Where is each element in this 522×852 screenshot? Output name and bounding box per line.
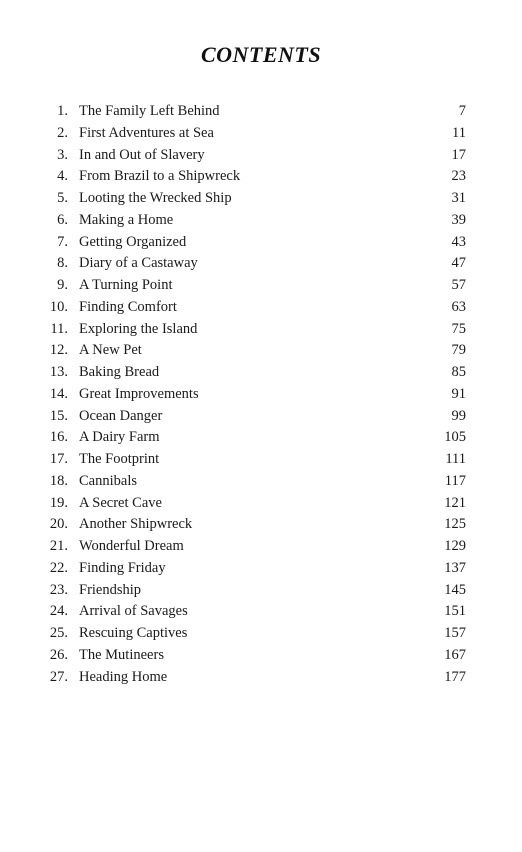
toc-entry — [42, 406, 466, 428]
chapter-title: A New Pet — [79, 342, 142, 359]
chapter-page-number: 157 — [444, 625, 466, 641]
toc-entry — [42, 471, 466, 493]
toc-entry — [42, 362, 466, 384]
chapter-page-number: 23 — [451, 168, 466, 185]
chapter-number: 1. — [57, 103, 68, 119]
toc-entry — [42, 319, 466, 341]
toc-entry — [42, 493, 466, 515]
toc-entry — [42, 536, 466, 558]
chapter-title: Baking Bread — [79, 364, 160, 380]
chapter-title: A Turning Point — [79, 277, 173, 293]
chapter-title: The Footprint — [79, 451, 160, 467]
chapter-number: 12. — [49, 342, 68, 359]
toc-entry — [42, 384, 466, 406]
chapter-page-number: 91 — [451, 385, 466, 402]
toc-entry — [42, 210, 466, 232]
chapter-title: The Mutineers — [79, 646, 164, 663]
chapter-title: Friendship — [79, 581, 142, 598]
chapter-number: 9. — [57, 277, 68, 293]
chapter-number: 6. — [57, 211, 68, 228]
chapter-title: Great Improvements — [79, 385, 199, 402]
chapter-page-number: 151 — [444, 603, 466, 620]
chapter-page-number: 31 — [451, 190, 466, 206]
chapter-page-number: 111 — [445, 451, 466, 467]
chapter-title: Finding Comfort — [79, 298, 177, 315]
chapter-title: Ocean Danger — [79, 407, 163, 424]
chapter-page-number: 7 — [458, 103, 466, 119]
toc-entry — [42, 580, 466, 602]
chapter-number: 11. — [50, 320, 68, 337]
toc-entry — [42, 645, 466, 667]
chapter-page-number: 145 — [444, 581, 466, 598]
chapter-title: A Secret Cave — [79, 494, 162, 511]
toc-entry — [42, 253, 466, 275]
chapter-page-number: 17 — [451, 146, 466, 163]
chapter-title: Getting Organized — [79, 233, 187, 250]
chapter-number: 17. — [49, 451, 68, 467]
chapter-page-number: 43 — [451, 233, 466, 250]
chapter-number: 19. — [49, 494, 68, 511]
toc-entry — [42, 297, 466, 319]
chapter-page-number: 117 — [444, 472, 466, 489]
chapter-page-number: 47 — [451, 255, 466, 272]
page-title: CONTENTS — [200, 42, 322, 67]
chapter-page-number: 177 — [444, 668, 466, 685]
chapter-page-number: 75 — [451, 320, 466, 337]
chapter-title: From Brazil to a Shipwreck — [79, 168, 241, 185]
chapter-number: 5. — [57, 190, 68, 206]
chapter-number: 25. — [49, 625, 68, 641]
chapter-page-number: 167 — [444, 646, 466, 663]
chapter-number: 20. — [49, 516, 68, 533]
toc-entry — [42, 145, 466, 167]
chapter-title: Looting the Wrecked Ship — [79, 190, 232, 206]
chapter-number: 3. — [57, 146, 68, 163]
chapter-page-number: 39 — [451, 211, 466, 228]
chapter-number: 4. — [57, 168, 68, 185]
chapter-page-number: 137 — [444, 559, 466, 576]
toc-entry — [42, 166, 466, 188]
toc-entry — [42, 340, 466, 362]
table-of-contents — [42, 101, 466, 688]
toc-entry — [42, 601, 466, 623]
toc-entry — [42, 232, 466, 254]
chapter-title: Rescuing Captives — [79, 625, 188, 641]
chapter-title: First Adventures at Sea — [79, 124, 214, 141]
chapter-number: 26. — [49, 646, 68, 663]
chapter-number: 22. — [49, 559, 68, 576]
toc-entry — [42, 275, 466, 297]
chapter-title: Exploring the Island — [79, 320, 198, 337]
chapter-number: 23. — [49, 581, 68, 598]
toc-entry — [42, 449, 466, 471]
chapter-title: In and Out of Slavery — [79, 146, 205, 163]
chapter-page-number: 85 — [451, 364, 466, 380]
chapter-number: 15. — [49, 407, 68, 424]
chapter-number: 2. — [57, 124, 68, 141]
toc-entry — [42, 123, 466, 145]
chapter-number: 10. — [49, 298, 68, 315]
chapter-title: Another Shipwreck — [79, 516, 193, 533]
chapter-page-number: 57 — [451, 277, 466, 293]
chapter-number: 7. — [57, 233, 68, 250]
chapter-number: 24. — [49, 603, 68, 620]
chapter-number: 18. — [49, 472, 68, 489]
chapter-page-number: 121 — [444, 494, 466, 511]
toc-entry — [42, 558, 466, 580]
chapter-title: Diary of a Castaway — [79, 255, 198, 272]
chapter-page-number: 63 — [451, 298, 466, 315]
toc-entry — [42, 101, 466, 123]
chapter-title: The Family Left Behind — [79, 103, 220, 119]
chapter-title: Finding Friday — [79, 559, 166, 576]
chapter-page-number: 129 — [444, 538, 466, 554]
toc-entry — [42, 667, 466, 689]
chapter-title: Cannibals — [79, 472, 137, 489]
chapter-title: Wonderful Dream — [79, 538, 184, 554]
chapter-title: A Dairy Farm — [79, 429, 160, 446]
chapter-page-number: 11 — [452, 124, 466, 141]
chapter-number: 27. — [49, 668, 68, 685]
toc-entry — [42, 514, 466, 536]
chapter-number: 16. — [49, 429, 68, 446]
chapter-page-number: 125 — [444, 516, 466, 533]
chapter-title: Arrival of Savages — [79, 603, 188, 620]
chapter-number: 13. — [49, 364, 68, 380]
chapter-title: Making a Home — [79, 211, 174, 228]
chapter-number: 8. — [57, 255, 68, 272]
toc-entry — [42, 188, 466, 210]
chapter-number: 21. — [49, 538, 68, 554]
chapter-page-number: 79 — [451, 342, 466, 359]
chapter-page-number: 105 — [444, 429, 466, 446]
chapter-page-number: 99 — [451, 407, 466, 424]
chapter-number: 14. — [49, 385, 68, 402]
toc-entry — [42, 623, 466, 645]
toc-entry — [42, 427, 466, 449]
chapter-title: Heading Home — [79, 668, 168, 685]
